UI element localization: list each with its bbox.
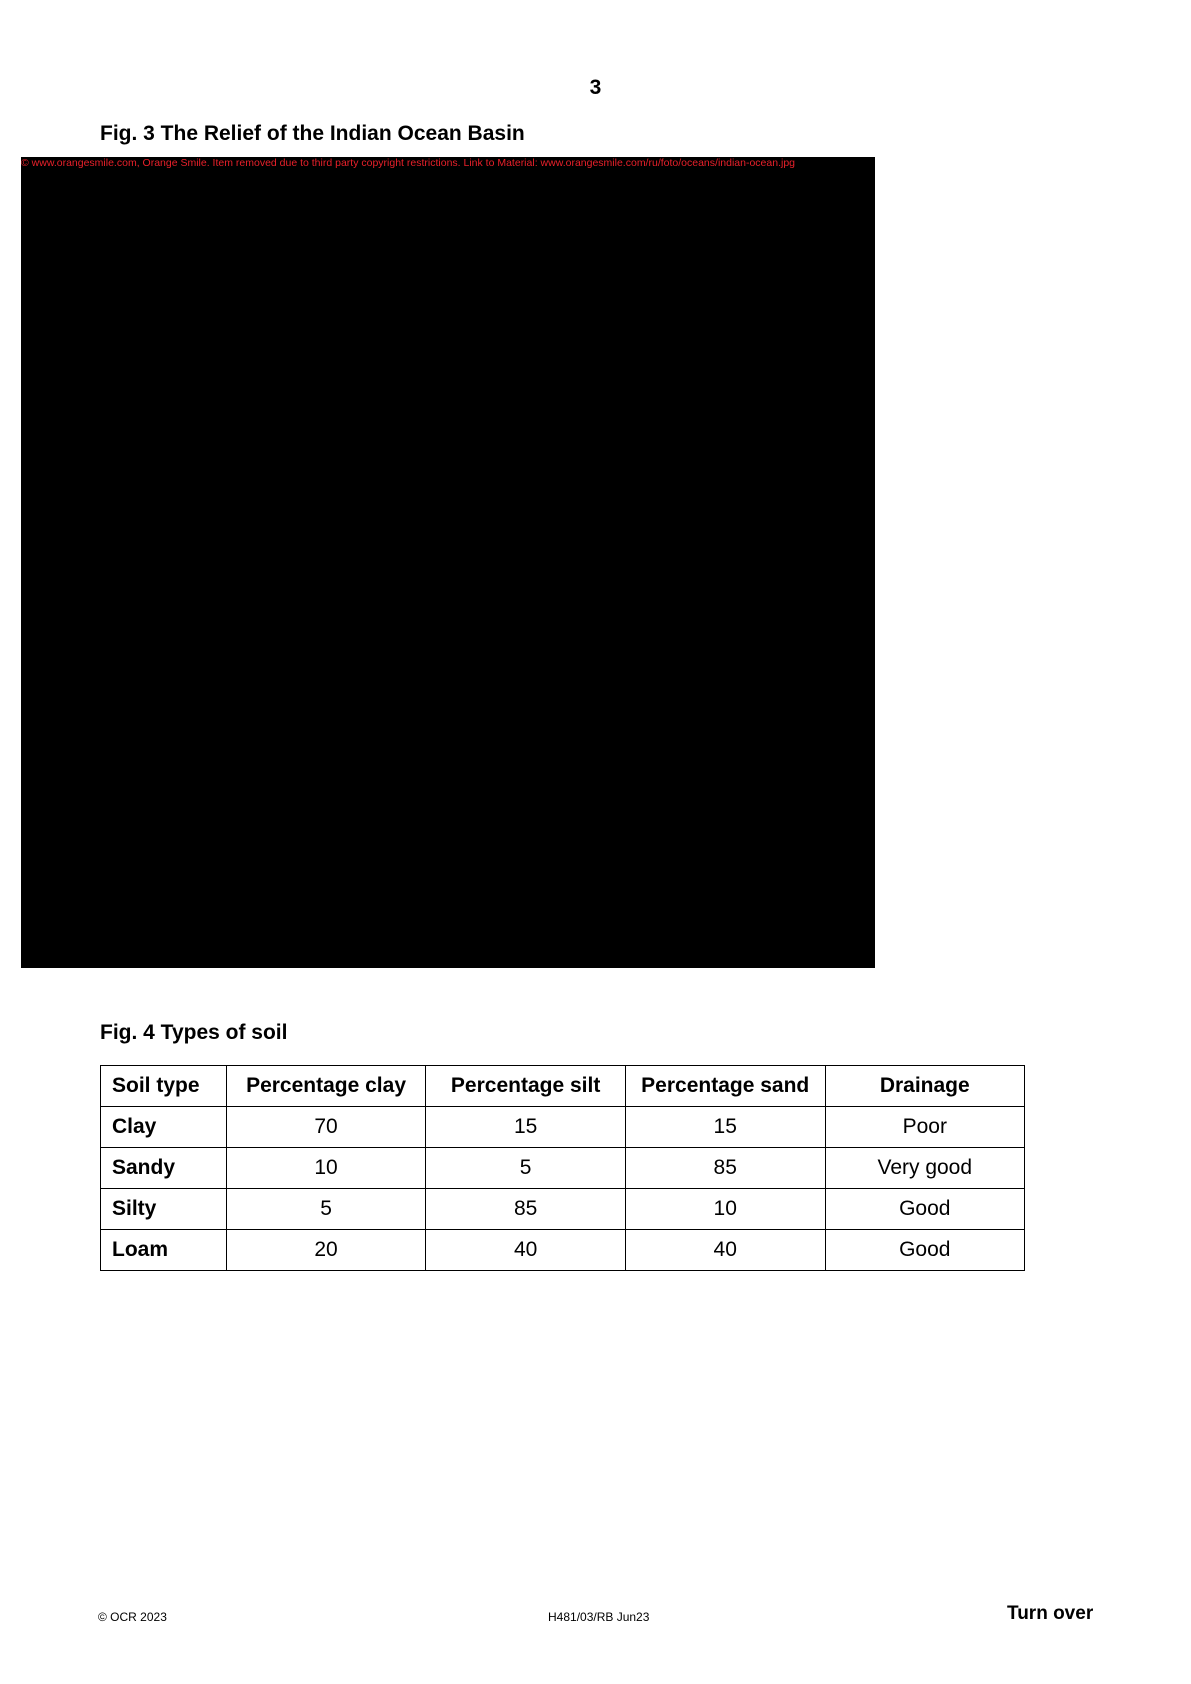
fig3-title: Fig. 3 The Relief of the Indian Ocean Basin <box>100 122 525 145</box>
silt-cell: 40 <box>426 1230 626 1271</box>
sand-cell: 85 <box>625 1148 825 1189</box>
copyright-notice: © www.orangesmile.com, Orange Smile. Item removed due to third party copyright restrictions. Link to Material: www.orangesmile.com/ru/foto/oceans/indian-ocean.jpg <box>21 157 795 169</box>
drainage-cell: Very good <box>825 1148 1024 1189</box>
fig4-title: Fig. 4 Types of soil <box>100 1021 288 1044</box>
soil-type-cell: Silty <box>101 1189 227 1230</box>
drainage-cell: Good <box>825 1189 1024 1230</box>
table-row <box>101 1189 1025 1230</box>
silt-cell: 5 <box>426 1148 626 1189</box>
sand-cell: 10 <box>625 1189 825 1230</box>
soil-type-cell: Clay <box>101 1107 227 1148</box>
clay-cell: 5 <box>226 1189 426 1230</box>
drainage-cell: Good <box>825 1230 1024 1271</box>
soil-type-cell: Sandy <box>101 1148 227 1189</box>
footer-code: H481/03/RB Jun23 <box>548 1610 650 1624</box>
removed-image-placeholder <box>21 157 875 968</box>
header-drainage: Drainage <box>825 1066 1024 1107</box>
drainage-cell: Poor <box>825 1107 1024 1148</box>
header-soil-type: Soil type <box>101 1066 227 1107</box>
table-header-row <box>101 1066 1025 1107</box>
clay-cell: 70 <box>226 1107 426 1148</box>
clay-cell: 10 <box>226 1148 426 1189</box>
turn-over-label: Turn over <box>1007 1603 1094 1624</box>
table-row <box>101 1148 1025 1189</box>
sand-cell: 15 <box>625 1107 825 1148</box>
header-percentage-silt: Percentage silt <box>426 1066 626 1107</box>
table-row <box>101 1230 1025 1271</box>
silt-cell: 85 <box>426 1189 626 1230</box>
clay-cell: 20 <box>226 1230 426 1271</box>
sand-cell: 40 <box>625 1230 825 1271</box>
header-percentage-sand: Percentage sand <box>625 1066 825 1107</box>
footer-copyright: © OCR 2023 <box>98 1610 167 1624</box>
table-row <box>101 1107 1025 1148</box>
soil-types-table <box>100 1065 1025 1271</box>
soil-type-cell: Loam <box>101 1230 227 1271</box>
header-percentage-clay: Percentage clay <box>226 1066 426 1107</box>
silt-cell: 15 <box>426 1107 626 1148</box>
page-number: 3 <box>589 76 602 99</box>
